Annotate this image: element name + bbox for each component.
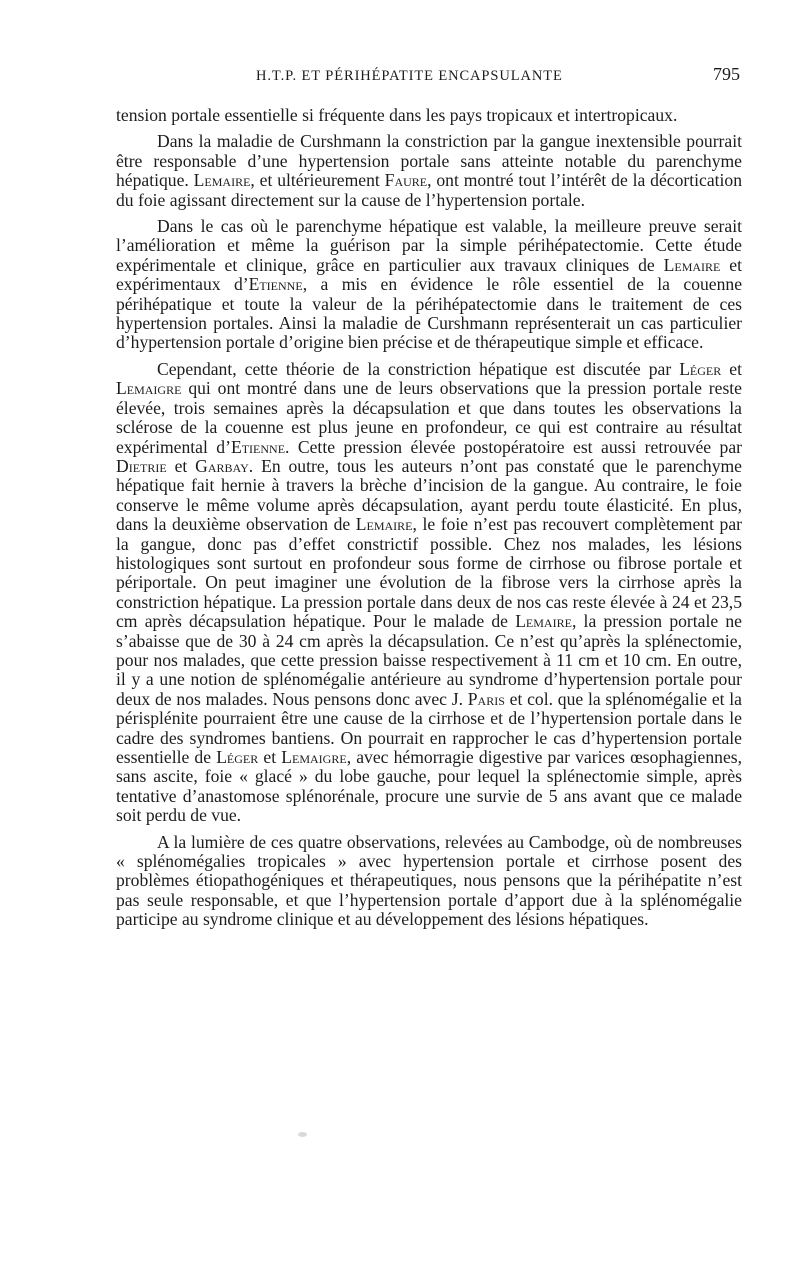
text-run: et (258, 747, 282, 767)
author-name: Léger (679, 358, 722, 379)
text-run: A la lumière de ces quatre observations, relevées au Cambodge, où de nombreuses « splénomégalies tropicales » avec hypertension portale et cirrhose posent des problèmes étiopathogéniques et thérapeutiques, nous pensons que la périhépatite n’est pas seule responsable, et que l’hypertension portale d’apport due à la splénomégalie participe au syndrome clinique et au développement des lésions hépatiques. (116, 831, 742, 930)
ink-smudge (298, 1132, 307, 1137)
text-run: et (166, 455, 196, 476)
author-name: Léger (216, 747, 259, 767)
text-run: qui ont montré dans une de leurs observations que la pression portale reste élevée, trois semaines après la décapsulation et que dans toutes les observations la sclérose de la couenne est plus jeune en profondeur, ce qui est contraire au résultat expérimental d’ (116, 378, 742, 457)
paragraph-5 (116, 833, 742, 930)
author-name: Etienne (248, 274, 303, 295)
paragraph-4 (116, 360, 742, 826)
author-name: Lemaire (515, 611, 572, 632)
text-run: et col. que la splénomégalie et la périsplénite pourraient être une cause de la cirrhose et de l’hypertension portale dans le cadre des syndromes bantiens. On pourrait en rapprocher le cas d’hypertension portale essentielle de (116, 688, 742, 767)
text-run: Dans le cas où le parenchyme hépatique est valable, la meilleure preuve serait l’amélioration et même la guérison par la simple périhépatectomie. Cette étude expérimentale et clinique, grâce en particulier aux travaux cliniques de (116, 216, 742, 275)
text-run: , ont montré tout l’intérêt de la décortication du foie agissant directement sur la cause de l’hypertension portale. (116, 170, 743, 210)
author-name: Lemaire (663, 254, 721, 275)
paragraph-3 (116, 217, 742, 353)
author-name: Dietrie (116, 455, 167, 476)
body-text (116, 106, 742, 937)
text-run: . Cette pression élevée postopératoire est aussi retrouvée par (285, 436, 742, 457)
text-run: , la pression portale ne s’abaisse que de 30 à 24 cm après la décapsulation. Ce n’est qu’après la splénectomie, pour nos malades, que cette pression baisse respectivement à 11 cm et 10 cm. En outre, il y a une notion de splénomégalie antérieure au syndrome d’hypertension portale pour deux de nos malades. Nous pensons donc avec J. (116, 611, 742, 709)
author-name: Lemaigre (281, 747, 347, 767)
page-header (116, 66, 740, 88)
text-run: , et ultérieurement (250, 170, 385, 191)
text-run: Dans la maladie de Curshmann la constriction par la gangue inextensible pourrait être responsable d’une hypertension portale sans atteinte notable du parenchyme hépatique. (116, 131, 742, 191)
author-name: Paris (467, 688, 505, 709)
author-name: Lemaire (355, 514, 413, 535)
running-title: H.T.P. ET PÉRIHÉPATITE ENCAPSULANTE (256, 68, 563, 84)
author-name: Faure (384, 170, 428, 191)
author-name: Lemaigre (116, 378, 182, 399)
text-run: tension portale essentielle si fréquente dans les pays tropicaux et intertropicaux. (116, 105, 678, 125)
text-run: et (721, 358, 742, 379)
author-name: Etienne (230, 436, 286, 457)
paragraph-1 (116, 106, 742, 125)
text-run: , avec hémorragie digestive par varices œsophagiennes, sans ascite, foie « glacé » du lobe gauche, pour lequel la splénectomie simple, après tentative d’anastomose splénorénale, procure une survie de 5 ans avant que ce malade soit perdu de vue. (116, 747, 742, 826)
author-name: Lemaire (193, 170, 251, 191)
text-run: et expérimentaux d’ (116, 254, 742, 295)
text-run: Cependant, cette théorie de la constriction hépatique est discutée par (157, 358, 680, 379)
author-name: Garbay (195, 455, 249, 476)
page-number: 795 (713, 64, 740, 84)
paragraph-2 (116, 132, 742, 210)
text-run: , a mis en évidence le rôle essentiel de la couenne périhépatique et toute la valeur de la périhépatectomie dans le traitement de ces hypertension portales. Ainsi la maladie de Curshmann représenterait un cas particulier d’hypertension portale d’origine bien précise et de thérapeutique simple et efficace. (116, 274, 742, 353)
text-run: , le foie n’est pas recouvert complètement par la gangue, donc pas d’effet constrictif possible. Chez nos malades, les lésions histologiques sont surtout en profondeur sous forme de cirrhose ou fibrose portale et périportale. On peut imaginer une évolution de la fibrose vers la cirrhose après la constriction hépatique. La pression portale dans deux de nos cas reste élevée à 24 et 23,5 cm après décapsulation hépatique. Pour le malade de (116, 514, 742, 632)
text-run: . En outre, tous les auteurs n’ont pas constaté que le parenchyme hépatique fait hernie à travers la brèche d’incision de la gangue. Au contraire, le foie conserve le même volume après décapsulation, ayant perdu toute élasticité. En plus, dans la deuxième observation de (116, 455, 742, 535)
